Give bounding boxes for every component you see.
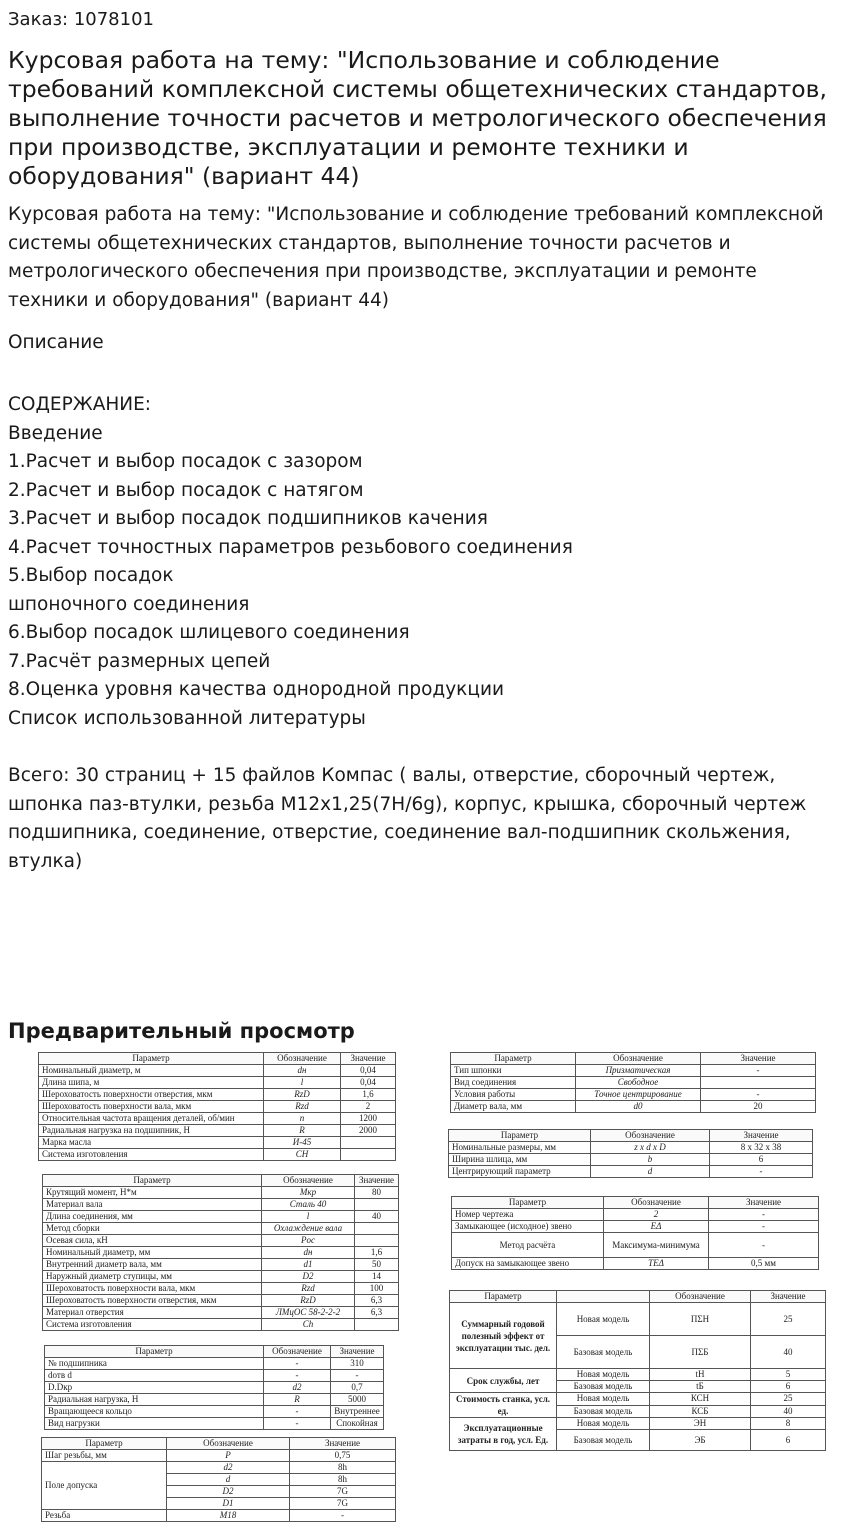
table-row <box>43 1259 399 1271</box>
cell-value: Внутреннее <box>331 1406 384 1418</box>
cell-value <box>355 1199 399 1211</box>
cell-value: 80 <box>355 1187 399 1199</box>
cell-symbol: ПΣН <box>650 1303 751 1336</box>
table-row <box>450 1369 826 1381</box>
table-row <box>42 1462 396 1474</box>
cell-symbol: R <box>264 1125 341 1137</box>
header-param: Параметр <box>451 1053 576 1065</box>
cell-param: Номер чертежа <box>452 1209 604 1221</box>
preview-table-interference-fit <box>42 1174 399 1331</box>
cell-value: 6,3 <box>355 1295 399 1307</box>
table-row <box>43 1211 399 1223</box>
cell-param: Шероховатость поверхности вала, мкм <box>43 1283 262 1295</box>
cell-symbol: КСН <box>650 1393 751 1406</box>
cell-symbol: tН <box>650 1369 751 1381</box>
cell-symbol: ЭБ <box>650 1430 751 1451</box>
cell-param: Номинальные размеры, мм <box>449 1142 591 1154</box>
summary-text: Всего: 30 страниц + 15 файлов Компас ( валы, отверстие, сборочный чертеж, шпонка паз-втулки, резьба М12х1,25(7H/6g), корпус, крышка, сборочный чертеж подшипника, соединение, отверстие, соединение вал-подшипник скольжения, втулка) <box>8 765 807 872</box>
cell-symbol: - <box>264 1406 331 1418</box>
cell-param: Тип шпонки <box>451 1065 576 1077</box>
cell-symbol: z x d x D <box>591 1142 710 1154</box>
header-value: Значение <box>341 1053 396 1065</box>
cell-group-label: Эксплуатационные затраты в год, усл. Ед. <box>450 1418 557 1451</box>
cell-param: Допуск на замыкающее звено <box>452 1258 604 1270</box>
cell-model: Новая модель <box>557 1418 650 1430</box>
table-row <box>451 1077 816 1089</box>
preview-table-bearing <box>44 1345 384 1430</box>
cell-param: Замыкающее (исходное) звено <box>452 1221 604 1233</box>
header-param: Параметр <box>452 1197 604 1209</box>
table-row <box>43 1199 399 1211</box>
cell-symbol: D1 <box>167 1498 290 1510</box>
cell-symbol: ПΣБ <box>650 1336 751 1369</box>
header-value: Значение <box>331 1346 384 1358</box>
preview-table-friction-fit <box>38 1052 396 1161</box>
cell-value: 0,75 <box>290 1450 396 1462</box>
table-row <box>452 1233 819 1258</box>
contents-item: 5.Выбор посадок <box>8 565 174 586</box>
cell-symbol: d2 <box>264 1382 331 1394</box>
cell-symbol: 2 <box>604 1209 709 1221</box>
table-row <box>450 1418 826 1430</box>
cell-value: - <box>701 1065 816 1077</box>
cell-param: Условия работы <box>451 1089 576 1101</box>
intro-text: Курсовая работа на тему: "Использование и соблюдение требований комплексной системы общетехнических стандартов, выполнение точности расчетов и метрологического обеспечения при производстве, эксплуатации и ремонте техники и оборудования" (вариант 44) <box>8 204 824 311</box>
cell-param: Центрирующий параметр <box>449 1166 591 1178</box>
contents-item: 1.Расчет и выбор посадок с зазором <box>8 451 363 472</box>
table-row <box>45 1358 384 1370</box>
preview-table-dimension-chain <box>451 1196 819 1270</box>
table-row <box>43 1295 399 1307</box>
table-row <box>451 1065 816 1077</box>
table-row <box>39 1065 396 1077</box>
cell-symbol: D2 <box>262 1271 355 1283</box>
header-symbol: Обозначение <box>167 1438 290 1450</box>
cell-value: 2000 <box>341 1125 396 1137</box>
table-row <box>45 1370 384 1382</box>
cell-symbol: И-45 <box>264 1137 341 1149</box>
cell-symbol: R <box>264 1394 331 1406</box>
cell-symbol: Сталь 40 <box>262 1199 355 1211</box>
order-number: Заказ: 1078101 <box>8 9 154 30</box>
cell-symbol: Rzd <box>262 1283 355 1295</box>
cell-param: Радиальная нагрузка, Н <box>45 1394 264 1406</box>
cell-param: dотв d <box>45 1370 264 1382</box>
cell-value: 25 <box>751 1393 826 1406</box>
cell-value: 6 <box>751 1381 826 1393</box>
cell-param: Радиальная нагрузка на подшипник, Н <box>39 1125 264 1137</box>
header-value: Значение <box>709 1197 819 1209</box>
contents-item: Введение <box>8 422 103 444</box>
contents-item: 4.Расчет точностных параметров резьбового соединения <box>8 536 573 558</box>
table-row <box>452 1209 819 1221</box>
header-symbol: Обозначение <box>591 1130 710 1142</box>
table-row <box>450 1393 826 1406</box>
cell-model: Базовая модель <box>557 1381 650 1393</box>
cell-model: Новая модель <box>557 1303 650 1336</box>
cell-value <box>341 1137 396 1149</box>
cell-symbol: d0 <box>576 1101 701 1113</box>
cell-value: 8h <box>290 1474 396 1486</box>
cell-param: Резьба <box>42 1510 167 1522</box>
preview-table-key <box>450 1052 816 1113</box>
cell-value: 25 <box>751 1303 826 1336</box>
table-row <box>45 1382 384 1394</box>
cell-model: Новая модель <box>557 1393 650 1406</box>
cell-param: Шероховатость поверхности отверстия, мкм <box>43 1295 262 1307</box>
cell-value <box>355 1319 399 1331</box>
cell-symbol: Точное центрирование <box>576 1089 701 1101</box>
cell-value: 0,04 <box>341 1065 396 1077</box>
cell-group-label: Поле допуска <box>42 1462 167 1510</box>
table-row <box>45 1394 384 1406</box>
table-row <box>43 1319 399 1331</box>
cell-symbol: - <box>264 1358 331 1370</box>
table-row <box>39 1137 396 1149</box>
cell-param: Номинальный диаметр, м <box>39 1065 264 1077</box>
cell-symbol: d <box>591 1166 710 1178</box>
cell-value: - <box>709 1233 819 1258</box>
header-value: Значение <box>290 1438 396 1450</box>
cell-symbol: M18 <box>167 1510 290 1522</box>
cell-value: 6 <box>710 1154 813 1166</box>
cell-param: Номинальный диаметр, мм <box>43 1247 262 1259</box>
table-row <box>42 1510 396 1522</box>
cell-symbol: l <box>264 1077 341 1089</box>
header-symbol: Обозначение <box>264 1053 341 1065</box>
cell-symbol: d1 <box>262 1259 355 1271</box>
cell-symbol: d2 <box>167 1462 290 1474</box>
cell-symbol: dн <box>262 1247 355 1259</box>
cell-symbol: D2 <box>167 1486 290 1498</box>
cell-param: Вид соединения <box>451 1077 576 1089</box>
header-param: Параметр <box>449 1130 591 1142</box>
cell-value <box>701 1077 816 1089</box>
header-param: Параметр <box>450 1291 557 1303</box>
cell-value: 5000 <box>331 1394 384 1406</box>
cell-symbol: EΔ <box>604 1221 709 1233</box>
cell-value <box>355 1223 399 1235</box>
table-row <box>39 1101 396 1113</box>
cell-symbol: Мкр <box>262 1187 355 1199</box>
cell-param: Шероховатость поверхности вала, мкм <box>39 1101 264 1113</box>
contents-item: шпоночного соединения <box>8 593 250 615</box>
cell-symbol: TEΔ <box>604 1258 709 1270</box>
table-row <box>452 1221 819 1233</box>
cell-value: 40 <box>355 1211 399 1223</box>
table-row <box>39 1149 396 1161</box>
table-row <box>39 1077 396 1089</box>
cell-param: Марка масла <box>39 1137 264 1149</box>
table-row <box>449 1142 813 1154</box>
cell-value: 50 <box>355 1259 399 1271</box>
header-value: Значение <box>710 1130 813 1142</box>
contents-item: 7.Расчёт размерных цепей <box>8 650 271 672</box>
cell-value: 5 <box>751 1369 826 1381</box>
cell-model: Базовая модель <box>557 1430 650 1451</box>
contents-item: 3.Расчет и выбор посадок подшипников качения <box>8 508 488 529</box>
cell-value <box>341 1149 396 1161</box>
cell-value: 1200 <box>341 1113 396 1125</box>
table-row <box>43 1271 399 1283</box>
cell-param: № подшипника <box>45 1358 264 1370</box>
cell-symbol: Свободное <box>576 1077 701 1089</box>
table-row <box>450 1303 826 1336</box>
cell-group-label: Срок службы, лет <box>450 1369 557 1393</box>
header-param: Параметр <box>45 1346 264 1358</box>
table-row <box>43 1223 399 1235</box>
cell-symbol: RzD <box>264 1089 341 1101</box>
cell-param: Метод расчёта <box>452 1233 604 1258</box>
cell-param: Осевая сила, кН <box>43 1235 262 1247</box>
cell-symbol: RzD <box>262 1295 355 1307</box>
cell-param: Диаметр вала, мм <box>451 1101 576 1113</box>
cell-symbol: d <box>167 1474 290 1486</box>
cell-model: Новая модель <box>557 1369 650 1381</box>
cell-param: Метод сборки <box>43 1223 262 1235</box>
cell-model: Базовая модель <box>557 1405 650 1418</box>
table-row <box>43 1247 399 1259</box>
cell-param: Ширина шлица, мм <box>449 1154 591 1166</box>
cell-symbol: КСБ <box>650 1405 751 1418</box>
cell-value: 7G <box>290 1498 396 1510</box>
cell-symbol: dн <box>264 1065 341 1077</box>
cell-param: Вид нагрузки <box>45 1418 264 1430</box>
header-param: Параметр <box>43 1175 262 1187</box>
header-param: Параметр <box>39 1053 264 1065</box>
cell-value: 8 x 32 x 38 <box>710 1142 813 1154</box>
table-row <box>39 1125 396 1137</box>
preview-table-spline <box>448 1129 813 1178</box>
cell-symbol: tБ <box>650 1381 751 1393</box>
cell-value: 1,6 <box>355 1247 399 1259</box>
table-row <box>39 1089 396 1101</box>
cell-symbol: Призматическая <box>576 1065 701 1077</box>
cell-param: Система изготовления <box>43 1319 262 1331</box>
cell-value: - <box>709 1221 819 1233</box>
table-row <box>42 1450 396 1462</box>
cell-value: 100 <box>355 1283 399 1295</box>
cell-value: 2 <box>341 1101 396 1113</box>
cell-value: - <box>290 1510 396 1522</box>
cell-param: Шероховатость поверхности отверстия, мкм <box>39 1089 264 1101</box>
table-row <box>43 1307 399 1319</box>
cell-symbol: n <box>264 1113 341 1125</box>
header-symbol: Обозначение <box>650 1291 751 1303</box>
cell-symbol: l <box>262 1211 355 1223</box>
contents-item: 6.Выбор посадок шлицевого соединения <box>8 622 410 643</box>
cell-param: Система изготовления <box>39 1149 264 1161</box>
cell-symbol: P <box>167 1450 290 1462</box>
cell-value: 20 <box>701 1101 816 1113</box>
contents-section <box>8 391 838 733</box>
page-title: Курсовая работа на тему: "Использование и соблюдение требований комплексной системы общетехнических стандартов, выполнение точности расчетов и метрологического обеспечения при производстве, эксплуатации и ремонте техники и оборудования" (вариант 44) <box>8 46 827 190</box>
cell-value: 40 <box>751 1405 826 1418</box>
table-row <box>39 1113 396 1125</box>
table-row <box>451 1089 816 1101</box>
cell-value <box>355 1235 399 1247</box>
table-row <box>43 1187 399 1199</box>
cell-param: Длина соединения, мм <box>43 1211 262 1223</box>
cell-symbol: Ch <box>262 1319 355 1331</box>
table-row <box>45 1418 384 1430</box>
table-row <box>451 1101 816 1113</box>
table-row <box>43 1235 399 1247</box>
cell-value: - <box>709 1209 819 1221</box>
cell-symbol: ЛМцОС 58-2-2-2 <box>262 1307 355 1319</box>
table-row <box>45 1406 384 1418</box>
cell-value: - <box>710 1166 813 1178</box>
cell-value: 1,6 <box>341 1089 396 1101</box>
contents-heading: СОДЕРЖАНИЕ: <box>8 394 152 415</box>
cell-value: 0,5 мм <box>709 1258 819 1270</box>
preview-heading: Предварительный просмотр <box>8 1019 355 1043</box>
preview-table-thread <box>41 1437 396 1522</box>
header-symbol: Обозначение <box>264 1346 331 1358</box>
cell-value: - <box>331 1370 384 1382</box>
cell-value: 14 <box>355 1271 399 1283</box>
header-symbol: Обозначение <box>262 1175 355 1187</box>
preview-table-quality <box>449 1290 826 1451</box>
cell-symbol: Rzd <box>264 1101 341 1113</box>
cell-symbol: Максимума-минимума <box>604 1233 709 1258</box>
cell-param: Материал отверстия <box>43 1307 262 1319</box>
header-symbol: Обозначение <box>604 1197 709 1209</box>
header-value: Значение <box>355 1175 399 1187</box>
table-row <box>43 1283 399 1295</box>
cell-value: 0,7 <box>331 1382 384 1394</box>
cell-symbol: - <box>264 1418 331 1430</box>
cell-param: D.Dкр <box>45 1382 264 1394</box>
cell-symbol: Poc <box>262 1235 355 1247</box>
header-blank <box>557 1291 650 1303</box>
cell-value: 6,3 <box>355 1307 399 1319</box>
cell-symbol: - <box>264 1370 331 1382</box>
cell-symbol: CH <box>264 1149 341 1161</box>
header-param: Параметр <box>42 1438 167 1450</box>
cell-param: Внутренний диаметр вала, мм <box>43 1259 262 1271</box>
header-value: Значение <box>751 1291 826 1303</box>
cell-value: 40 <box>751 1336 826 1369</box>
cell-value: 6 <box>751 1430 826 1451</box>
header-value: Значение <box>701 1053 816 1065</box>
cell-param: Относительная частота вращения деталей, об/мин <box>39 1113 264 1125</box>
cell-symbol: Охлаждение вала <box>262 1223 355 1235</box>
cell-value: Спокойная <box>331 1418 384 1430</box>
contents-item: 8.Оценка уровня качества однородной продукции <box>8 679 504 700</box>
cell-param: Шаг резьбы, мм <box>42 1450 167 1462</box>
cell-symbol: b <box>591 1154 710 1166</box>
cell-value: 310 <box>331 1358 384 1370</box>
table-row <box>449 1154 813 1166</box>
cell-param: Материал вала <box>43 1199 262 1211</box>
cell-symbol: ЭН <box>650 1418 751 1430</box>
description-label: Описание <box>8 332 104 353</box>
contents-item: 2.Расчет и выбор посадок с натягом <box>8 479 364 501</box>
table-row <box>449 1166 813 1178</box>
cell-param: Наружный диаметр ступицы, мм <box>43 1271 262 1283</box>
cell-value: - <box>701 1089 816 1101</box>
cell-param: Вращающееся кольцо <box>45 1406 264 1418</box>
cell-group-label: Суммарный годовой полезный эффект от эксплуатации тыс. дел. <box>450 1303 557 1369</box>
table-row <box>452 1258 819 1270</box>
cell-param: Длина шипа, м <box>39 1077 264 1089</box>
cell-value: 8 <box>751 1418 826 1430</box>
cell-group-label: Стоимость станка, усл. ед. <box>450 1393 557 1418</box>
cell-value: 7G <box>290 1486 396 1498</box>
cell-value: 0,04 <box>341 1077 396 1089</box>
contents-item: Список использованной литературы <box>8 707 366 729</box>
cell-value: 8h <box>290 1462 396 1474</box>
header-symbol: Обозначение <box>576 1053 701 1065</box>
cell-model: Базовая модель <box>557 1336 650 1369</box>
cell-param: Крутящий момент, Н*м <box>43 1187 262 1199</box>
